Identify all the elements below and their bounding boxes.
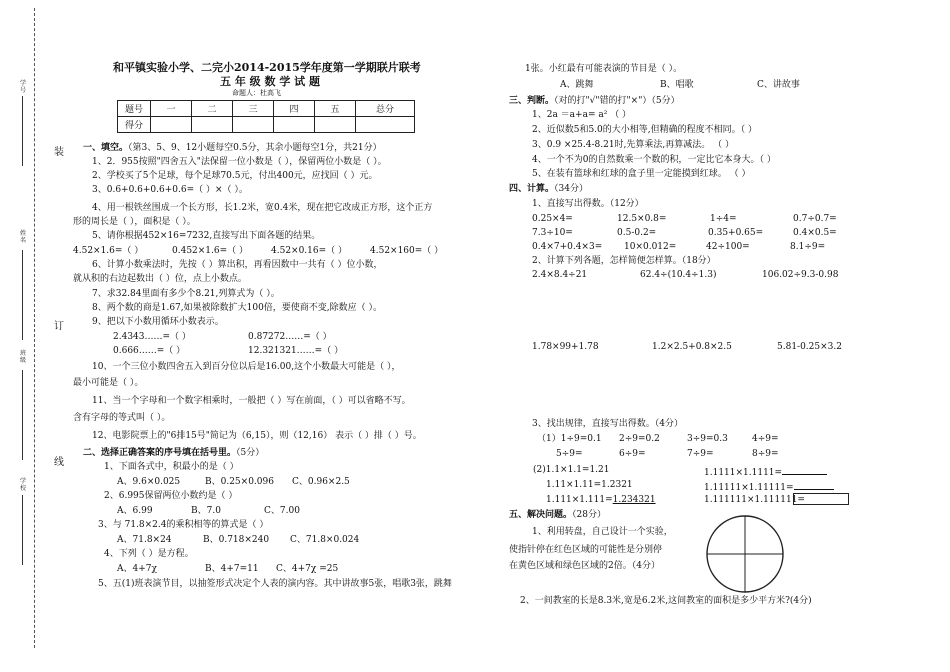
choice-1: 1、下面各式中，积最小的是（ ） (104, 462, 239, 472)
question-1-6a: 6、计算小数乘法时，先按（ ）算出积，再看因数中一共有（ ）位小数， (92, 260, 383, 270)
score-entry[interactable] (151, 117, 192, 133)
question-1-5-item: 4.52×0.16=（ ） (271, 246, 348, 256)
calc-3-cell: 5÷9= (556, 449, 583, 459)
cut-line (34, 8, 35, 648)
question-1-5-item: 0.452×1.6=（ ） (172, 246, 249, 256)
question-1-6b: 就从积的右边起数出（ ）位，点上小数点。 (73, 274, 247, 284)
calc-3-pattern-left (546, 495, 666, 506)
problem-1-line-2: 使指针停在红色区域的可能性是分别停 (509, 545, 663, 555)
calc-3-cell: 7÷9= (687, 449, 714, 459)
side-label-banji: 班级 (19, 350, 26, 364)
choice-1-option-a: A、9.6×0.025 (117, 477, 181, 487)
choice-2: 2、6.995保留两位小数约是（ ） (104, 491, 238, 501)
answer-blank[interactable] (782, 465, 827, 475)
calc-3-pattern-text: 1.1111×1.1111= (704, 468, 783, 478)
score-cell: 四 (274, 101, 315, 117)
calc-1-cell: 0.4×7+0.4×3= (532, 242, 603, 252)
calc-1-cell: 0.4×0.5= (793, 228, 837, 238)
section-4-title: 四、计算。 (509, 184, 555, 194)
answer-blank[interactable] (794, 480, 834, 490)
question-1-3: 3、0.6+0.6+0.6+0.6=（ ）×（ ）。 (92, 185, 248, 195)
calc-2-item: 1.78×99+1.78 (532, 342, 599, 352)
choice-5-continued: 1张。小红最有可能表演的节目是（ ）。 (525, 64, 683, 74)
question-1-5-item: 4.52×160=（ ） (370, 246, 444, 256)
calc-1-title: 1、直接写出得数。（12分） (532, 199, 644, 209)
question-1-9-item: 0.87272……=（ ） (248, 332, 332, 342)
section-2-note: （5分） (236, 448, 265, 458)
calc-1-cell: 0.35+0.65= (708, 228, 764, 238)
choice-2-option-a: A、6.99 (117, 506, 153, 516)
choice-5-option-a: A、跳舞 (560, 80, 594, 90)
score-row-label: 得分 (118, 117, 151, 133)
judge-3: 3、0.9 ×25.4-8.21时,先算乘法,再算减法。 （ ） (532, 140, 735, 150)
answer-box[interactable] (793, 493, 849, 505)
section-5-title: 五、解决问题。 (509, 510, 573, 520)
score-cell: 三 (233, 101, 274, 117)
question-1-4b: 形的周长是（ ），面积是（ ）。 (73, 217, 196, 227)
calc-3-pattern-right: 1.111111×1.111111= (704, 495, 805, 505)
section-5-note: （28分） (572, 510, 606, 520)
score-cell: 总分 (356, 101, 415, 117)
choice-4-option-b: B、4+7=11 (205, 564, 259, 574)
score-entry[interactable] (315, 117, 356, 133)
section-2-title: 二、选择正确答案的序号填在括号里。 (83, 448, 237, 458)
choice-5-option-b: B、唱歌 (660, 80, 694, 90)
section-1-heading (83, 143, 382, 154)
question-1-9: 9、把以下小数用循环小数表示。 (92, 317, 224, 327)
side-label-xingming: 姓名 (19, 230, 26, 244)
calc-3-cell: 6÷9= (619, 449, 646, 459)
section-3-note: （对的打"√"错的打"×"）（5分） (554, 96, 680, 106)
section-2-heading (83, 448, 264, 459)
exam-subtitle: 五 年 级 数 学 试 题 (220, 75, 320, 88)
calc-1-cell: 1÷4= (710, 214, 737, 224)
question-1-1: 1、2．955按照"四舍五入"法保留一位小数是（ ），保留两位小数是（ ）。 (92, 157, 387, 167)
calc-1-cell: 8.1÷9= (790, 242, 826, 252)
calc-2-item: 106.02÷9.3-0.98 (762, 270, 839, 280)
side-mark-ding: 订 (54, 321, 64, 332)
score-cell: 二 (192, 101, 233, 117)
score-cell: 一 (151, 101, 192, 117)
binding-margin (0, 0, 64, 672)
question-1-5: 5、请你根据452×16=7232,直接写出下面各题的结果。 (92, 231, 321, 241)
score-header-row (118, 101, 415, 117)
calc-3-title: 3、找出规律，直接写出得数。（4分） (532, 419, 683, 429)
score-entry[interactable] (233, 117, 274, 133)
judge-5: 5、在装有篮球和红球的盒子里一定能摸到红球。 （ ） (532, 169, 751, 179)
score-entry[interactable] (192, 117, 233, 133)
calc-2-item: 2.4×8.4÷21 (532, 270, 588, 280)
choice-4-option-a: A、4+7χ (117, 564, 157, 574)
section-4-note: （34分） (554, 184, 588, 194)
choice-4-option-c: C、4+7χ =25 (276, 564, 339, 574)
calc-1-cell: 10×0.012= (624, 242, 677, 252)
calc-3-cell: 2÷9=0.2 (619, 434, 660, 444)
calc-3-pattern-right (704, 465, 827, 479)
calc-2-item: 62.4÷(10.4÷1.3) (640, 270, 717, 280)
score-entry-row (118, 117, 415, 133)
calc-1-cell: 0.25×4= (532, 214, 573, 224)
question-1-10a: 10、一个三位小数四舍五入到百分位以后是16.00,这个小数最大可能是（ ）， (92, 362, 401, 372)
calc-3-cell: （1）1÷9=0.1 (537, 434, 602, 444)
problem-2: 2、一间教室的长是8.3米,宽是6.2米,这间教室的面积是多少平方米?(4分) (520, 596, 812, 606)
question-1-8: 8、两个数的商是1.67,如果被除数扩大100倍，要使商不变,除数应（ ）。 (92, 303, 383, 313)
choice-5-option-c: C、讲故事 (757, 80, 800, 90)
calc-3-cell: 8÷9= (752, 449, 779, 459)
judge-2: 2、近似数5和5.0的大小相等,但精确的程度不相同。（ ） (532, 125, 757, 135)
calc-1-cell: 12.5×0.8= (617, 214, 667, 224)
spinner-wheel (704, 513, 786, 595)
section-3-title: 三、判断。 (509, 96, 555, 106)
choice-2-option-b: B、7.0 (191, 506, 221, 516)
side-mark-zhuang: 装 (54, 147, 64, 158)
calc-3-cell: 3÷9=0.3 (687, 434, 728, 444)
section-1-note: （第3、5、9、12小题每空0.5分，其余小题每空1分，共21分） (128, 143, 382, 153)
calc-1-cell: 7.3÷10= (532, 228, 573, 238)
problem-1-line-1: 1、利用转盘，自己设计一个实验， (532, 527, 673, 537)
calc-1-cell: 0.5-0.2= (617, 228, 657, 238)
judge-1: 1、2a ＝a+a= a² （ ） (532, 110, 632, 120)
calc-2-item: 1.2×2.5+0.8×2.5 (652, 342, 732, 352)
score-table (117, 100, 415, 133)
question-1-9-item: 2.4343……=（ ） (113, 332, 191, 342)
choice-2-option-c: C、7.00 (264, 506, 300, 516)
exam-title: 和平镇实验小学、二完小2014-2015学年度第一学期联片联考 (113, 61, 421, 74)
calc-3-cell: 4÷9= (752, 434, 779, 444)
question-1-7: 7、求32.84里面有多少个8.21,列算式为（ ）。 (92, 289, 280, 299)
calc-3-pattern-left: 1.11×1.11=1.2321 (546, 480, 633, 490)
score-cell: 五 (315, 101, 356, 117)
exam-author: 命题人：杜高飞 (232, 89, 281, 97)
calc-3-pattern-left: (2)1.1×1.1=1.21 (533, 465, 610, 475)
score-cell: 题号 (118, 101, 151, 117)
section-1-title: 一、填空。 (83, 143, 129, 153)
side-blank-banji (22, 370, 23, 460)
choice-3-option-c: C、71.8×0.024 (290, 535, 360, 545)
calc-3-pattern-text: 1.11111×1.11111= (704, 483, 794, 493)
choice-3-option-b: B、0.718×240 (203, 535, 270, 545)
side-blank-xingming (22, 250, 23, 340)
calc-2-item: 5.81-0.25×3.2 (777, 342, 842, 352)
calc-3-pattern-text: 1.111×1.111= (546, 495, 613, 505)
side-label-xuexiao: 学校 (19, 478, 26, 492)
side-blank-xuexiao (22, 495, 23, 565)
question-1-9-item: 0.666……=（ ） (113, 346, 186, 356)
problem-1-line-3: 在黄色区域和绿色区域的2倍。（4分） (509, 561, 660, 571)
question-1-4a: 4、用一根铁丝围成一个长方形，长1.2米，宽0.4米，现在把它改成正方形，这个正方 (92, 203, 433, 213)
choice-1-option-c: C、0.96×2.5 (292, 477, 350, 487)
side-label-xuehao: 学号 (19, 80, 26, 94)
calc-1-cell: 42÷100= (706, 242, 750, 252)
judge-4: 4、一个不为0的自然数乘一个数的积，一定比它本身大。（ ） (532, 155, 776, 165)
side-blank-xuehao (22, 96, 23, 166)
section-3-heading (509, 96, 680, 107)
choice-3: 3、与 71.8×2.4的乘积相等的算式是（ ） (98, 520, 269, 530)
choice-4: 4、下列（ ）是方程。 (104, 549, 194, 559)
side-mark-xian: 线 (54, 457, 64, 468)
question-1-10b: 最小可能是（ ）。 (73, 378, 144, 388)
choice-3-option-a: A、71.8×24 (117, 535, 172, 545)
question-1-12: 12、电影院票上的"6排15号"简记为（6,15），则（12,16） 表示（ ）排（ ）号。 (92, 431, 422, 441)
calc-1-cell: 0.7÷0.7= (793, 214, 837, 224)
choice-5: 5、五(1)班表演节目，以抽签形式决定个人表的演内容。其中讲故事5张，唱歌3张，跳舞 (98, 579, 452, 589)
section-5-heading (509, 510, 606, 521)
calc-2-title: 2、计算下列各题，怎样简便怎样算。（18分） (532, 256, 716, 266)
question-1-11b: 含有字母的等式叫（ ）。 (73, 413, 171, 423)
calc-3-pattern-right (704, 480, 834, 494)
calc-3-given-answer: 1.234321 (612, 495, 656, 505)
section-4-heading (509, 184, 588, 195)
choice-1-option-b: B、0.25×0.096 (205, 477, 274, 487)
question-1-11a: 11、当一个字母和一个数字相乘时，一般把（ ）写在前面，（ ）可以省略不写。 (92, 396, 411, 406)
question-1-2: 2、学校买了5个足球，每个足球70.5元，付出400元，应找回（ ）元。 (92, 171, 378, 181)
question-1-5-item: 4.52×1.6=（ ） (73, 246, 144, 256)
score-entry[interactable] (356, 117, 415, 133)
question-1-9-item: 12.321321……=（ ） (248, 346, 344, 356)
score-entry[interactable] (274, 117, 315, 133)
